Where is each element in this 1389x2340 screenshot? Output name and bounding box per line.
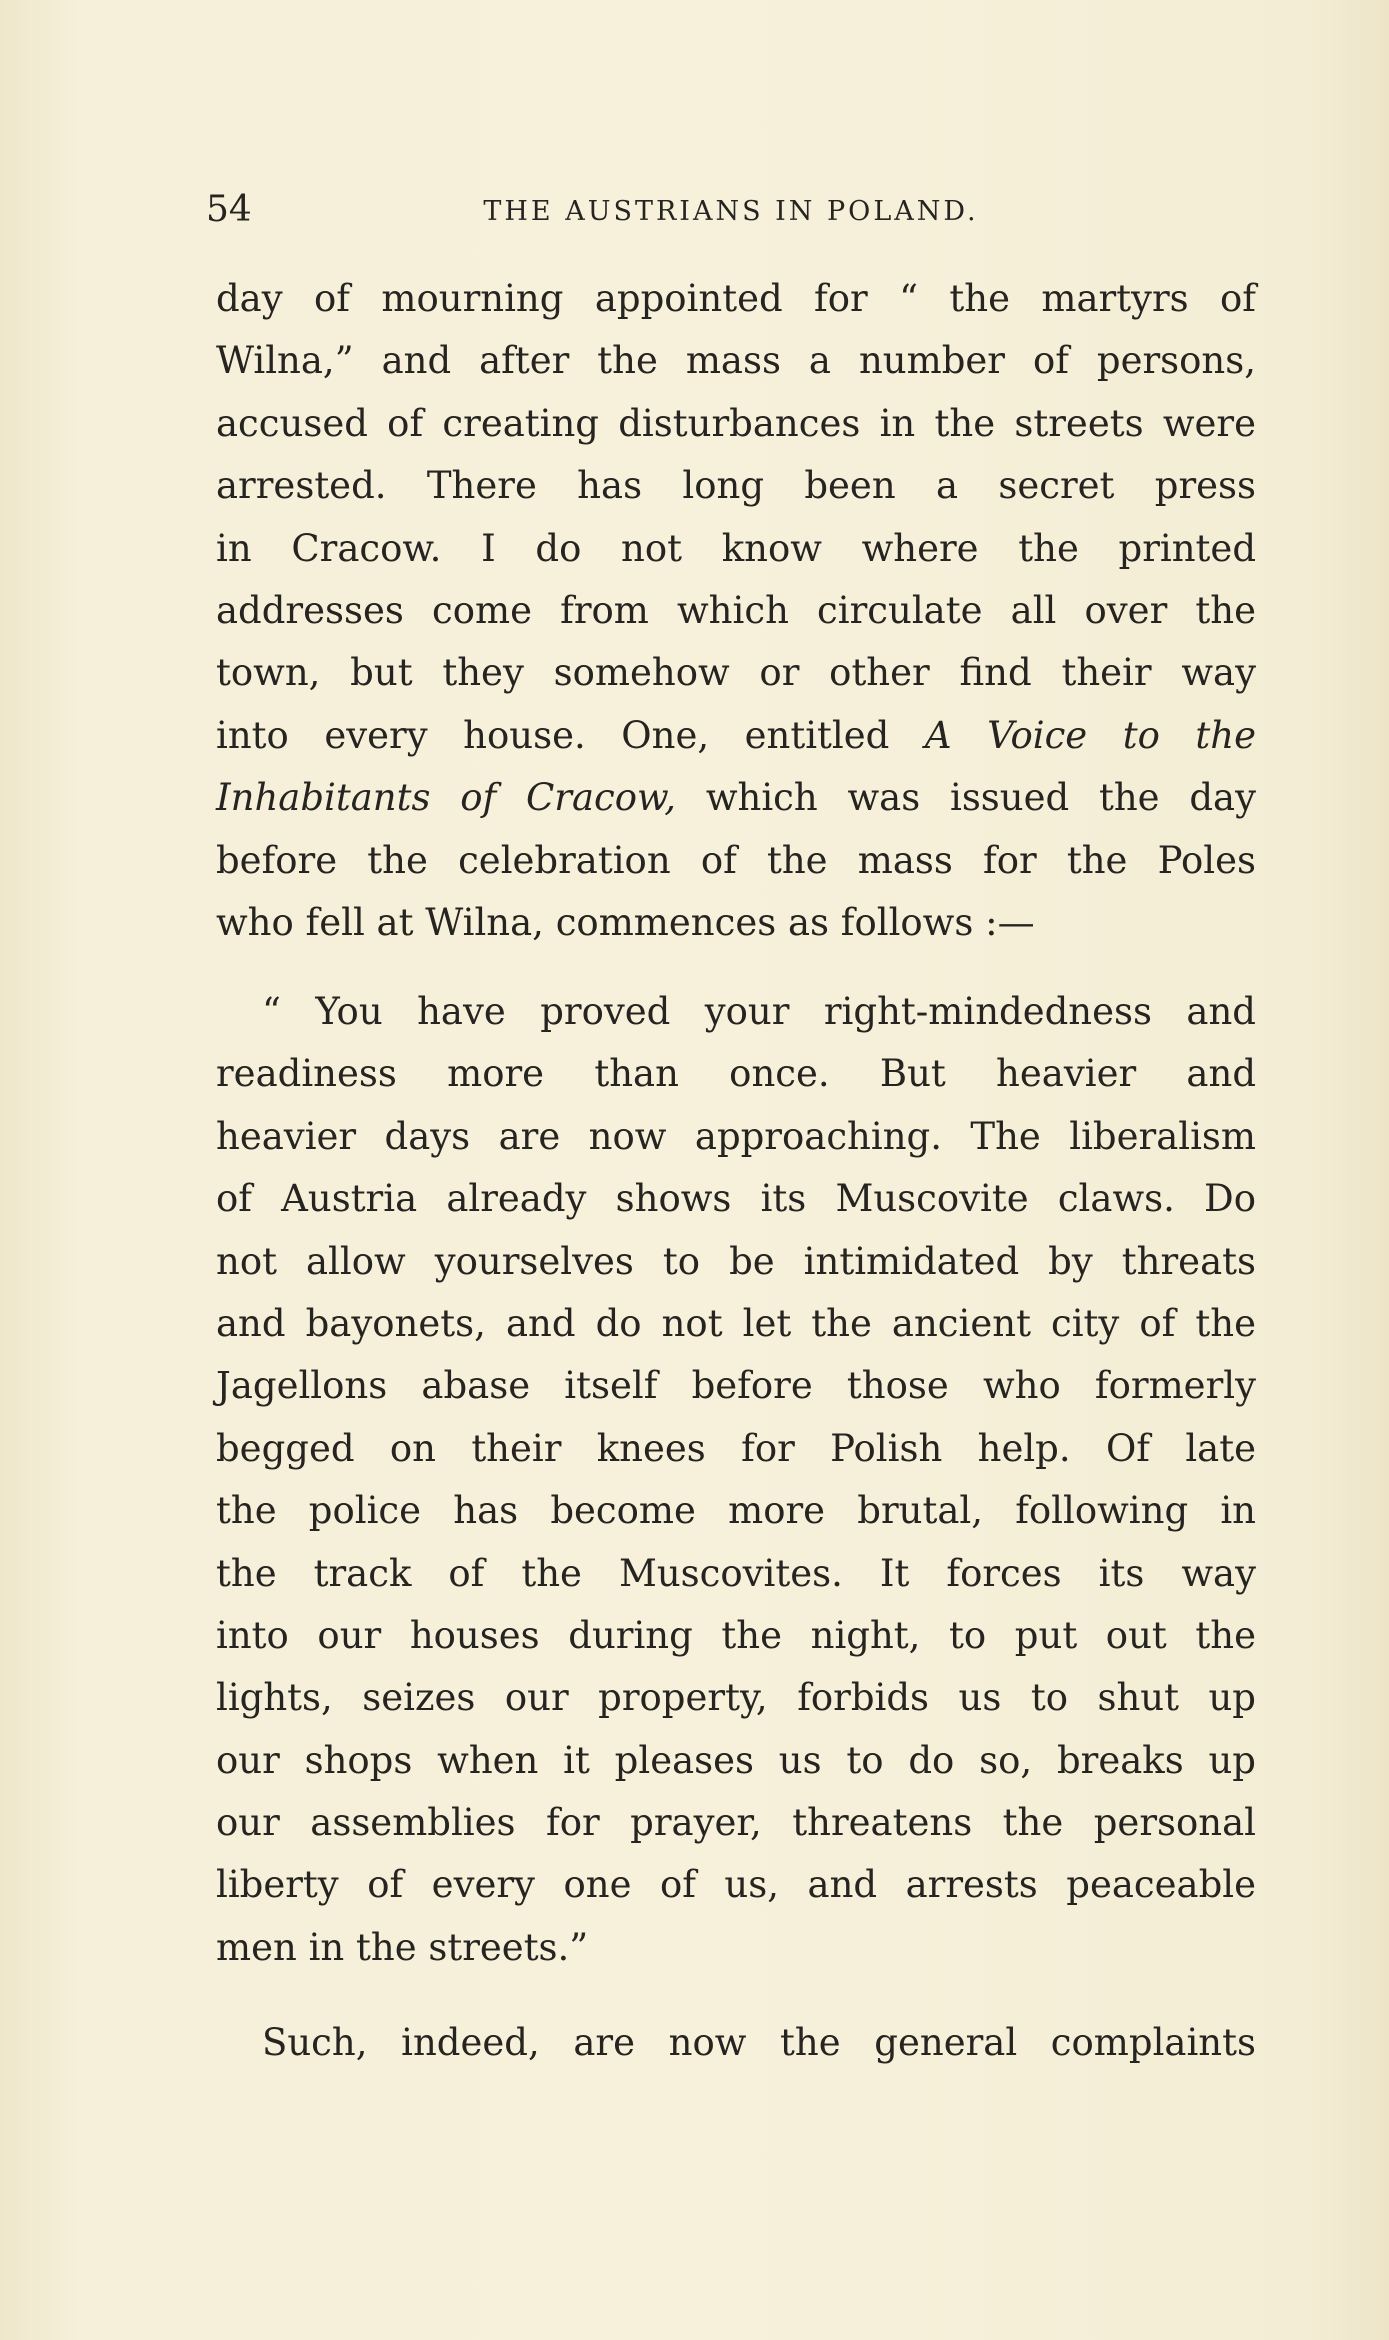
text-line: lights, seizes our property, forbids us to shut up bbox=[216, 1676, 1256, 1720]
text-line: of Austria already shows its Muscovite claws. Do bbox=[216, 1177, 1256, 1221]
page-header bbox=[206, 188, 1256, 238]
text-line: the track of the Muscovites. It forces its way bbox=[216, 1551, 1256, 1595]
text-line: men in the streets.” bbox=[216, 1925, 589, 1969]
text-line bbox=[216, 767, 1256, 829]
paragraph-1 bbox=[216, 268, 1256, 954]
text-line: the police has become more brutal, following in bbox=[216, 1489, 1256, 1533]
text-line: “ You have proved your right-mindedness and bbox=[262, 990, 1256, 1033]
text-line: begged on their knees for Polish help. Of late bbox=[216, 1426, 1256, 1470]
text-line: who fell at Wilna, commences as follows :— bbox=[216, 900, 1035, 944]
text-line: addresses come from which circulate all over the bbox=[216, 588, 1256, 632]
text-line: arrested. There has long been a secret press bbox=[216, 464, 1256, 508]
italic-title: A Voice to the bbox=[924, 713, 1257, 757]
text-run: which was issued the day bbox=[676, 776, 1256, 820]
text-line: day of mourning appointed for “ the martyrs of bbox=[216, 277, 1256, 320]
text-line: accused of creating disturbances in the streets were bbox=[216, 401, 1256, 445]
text-line: Wilna,” and after the mass a number of persons, bbox=[216, 339, 1256, 383]
text-line: our assemblies for prayer, threatens the personal bbox=[216, 1801, 1256, 1845]
text-line: readiness more than once. But heavier and bbox=[216, 1052, 1256, 1096]
text-line: heavier days are now approaching. The liberalism bbox=[216, 1114, 1256, 1158]
text-line: town, but they somehow or other find their way bbox=[216, 651, 1256, 695]
text-line: and bayonets, and do not let the ancient city of the bbox=[216, 1301, 1256, 1345]
running-title: THE AUSTRIANS IN POLAND. bbox=[483, 196, 979, 227]
quoted-address bbox=[216, 981, 1256, 1979]
text-line: in Cracow. I do not know where the printed bbox=[216, 526, 1256, 570]
page-number: 54 bbox=[206, 189, 252, 230]
text-line: into our houses during the night, to put out the bbox=[216, 1613, 1256, 1657]
text-line: not allow yourselves to be intimidated by threats bbox=[216, 1239, 1256, 1283]
text-line: Jagellons abase itself before those who formerly bbox=[216, 1364, 1256, 1408]
text-line: Such, indeed, are now the general complaints bbox=[262, 2021, 1256, 2064]
text-line: before the celebration of the mass for the Poles bbox=[216, 838, 1256, 882]
paragraph-3 bbox=[216, 2012, 1256, 2074]
text-line: liberty of every one of us, and arrests peaceable bbox=[216, 1863, 1256, 1907]
text-run: into every house. One, entitled bbox=[216, 713, 925, 757]
italic-title: Inhabitants of Cracow, bbox=[216, 776, 677, 820]
text-line bbox=[216, 705, 1256, 767]
text-line: our shops when it pleases us to do so, breaks up bbox=[216, 1738, 1256, 1782]
